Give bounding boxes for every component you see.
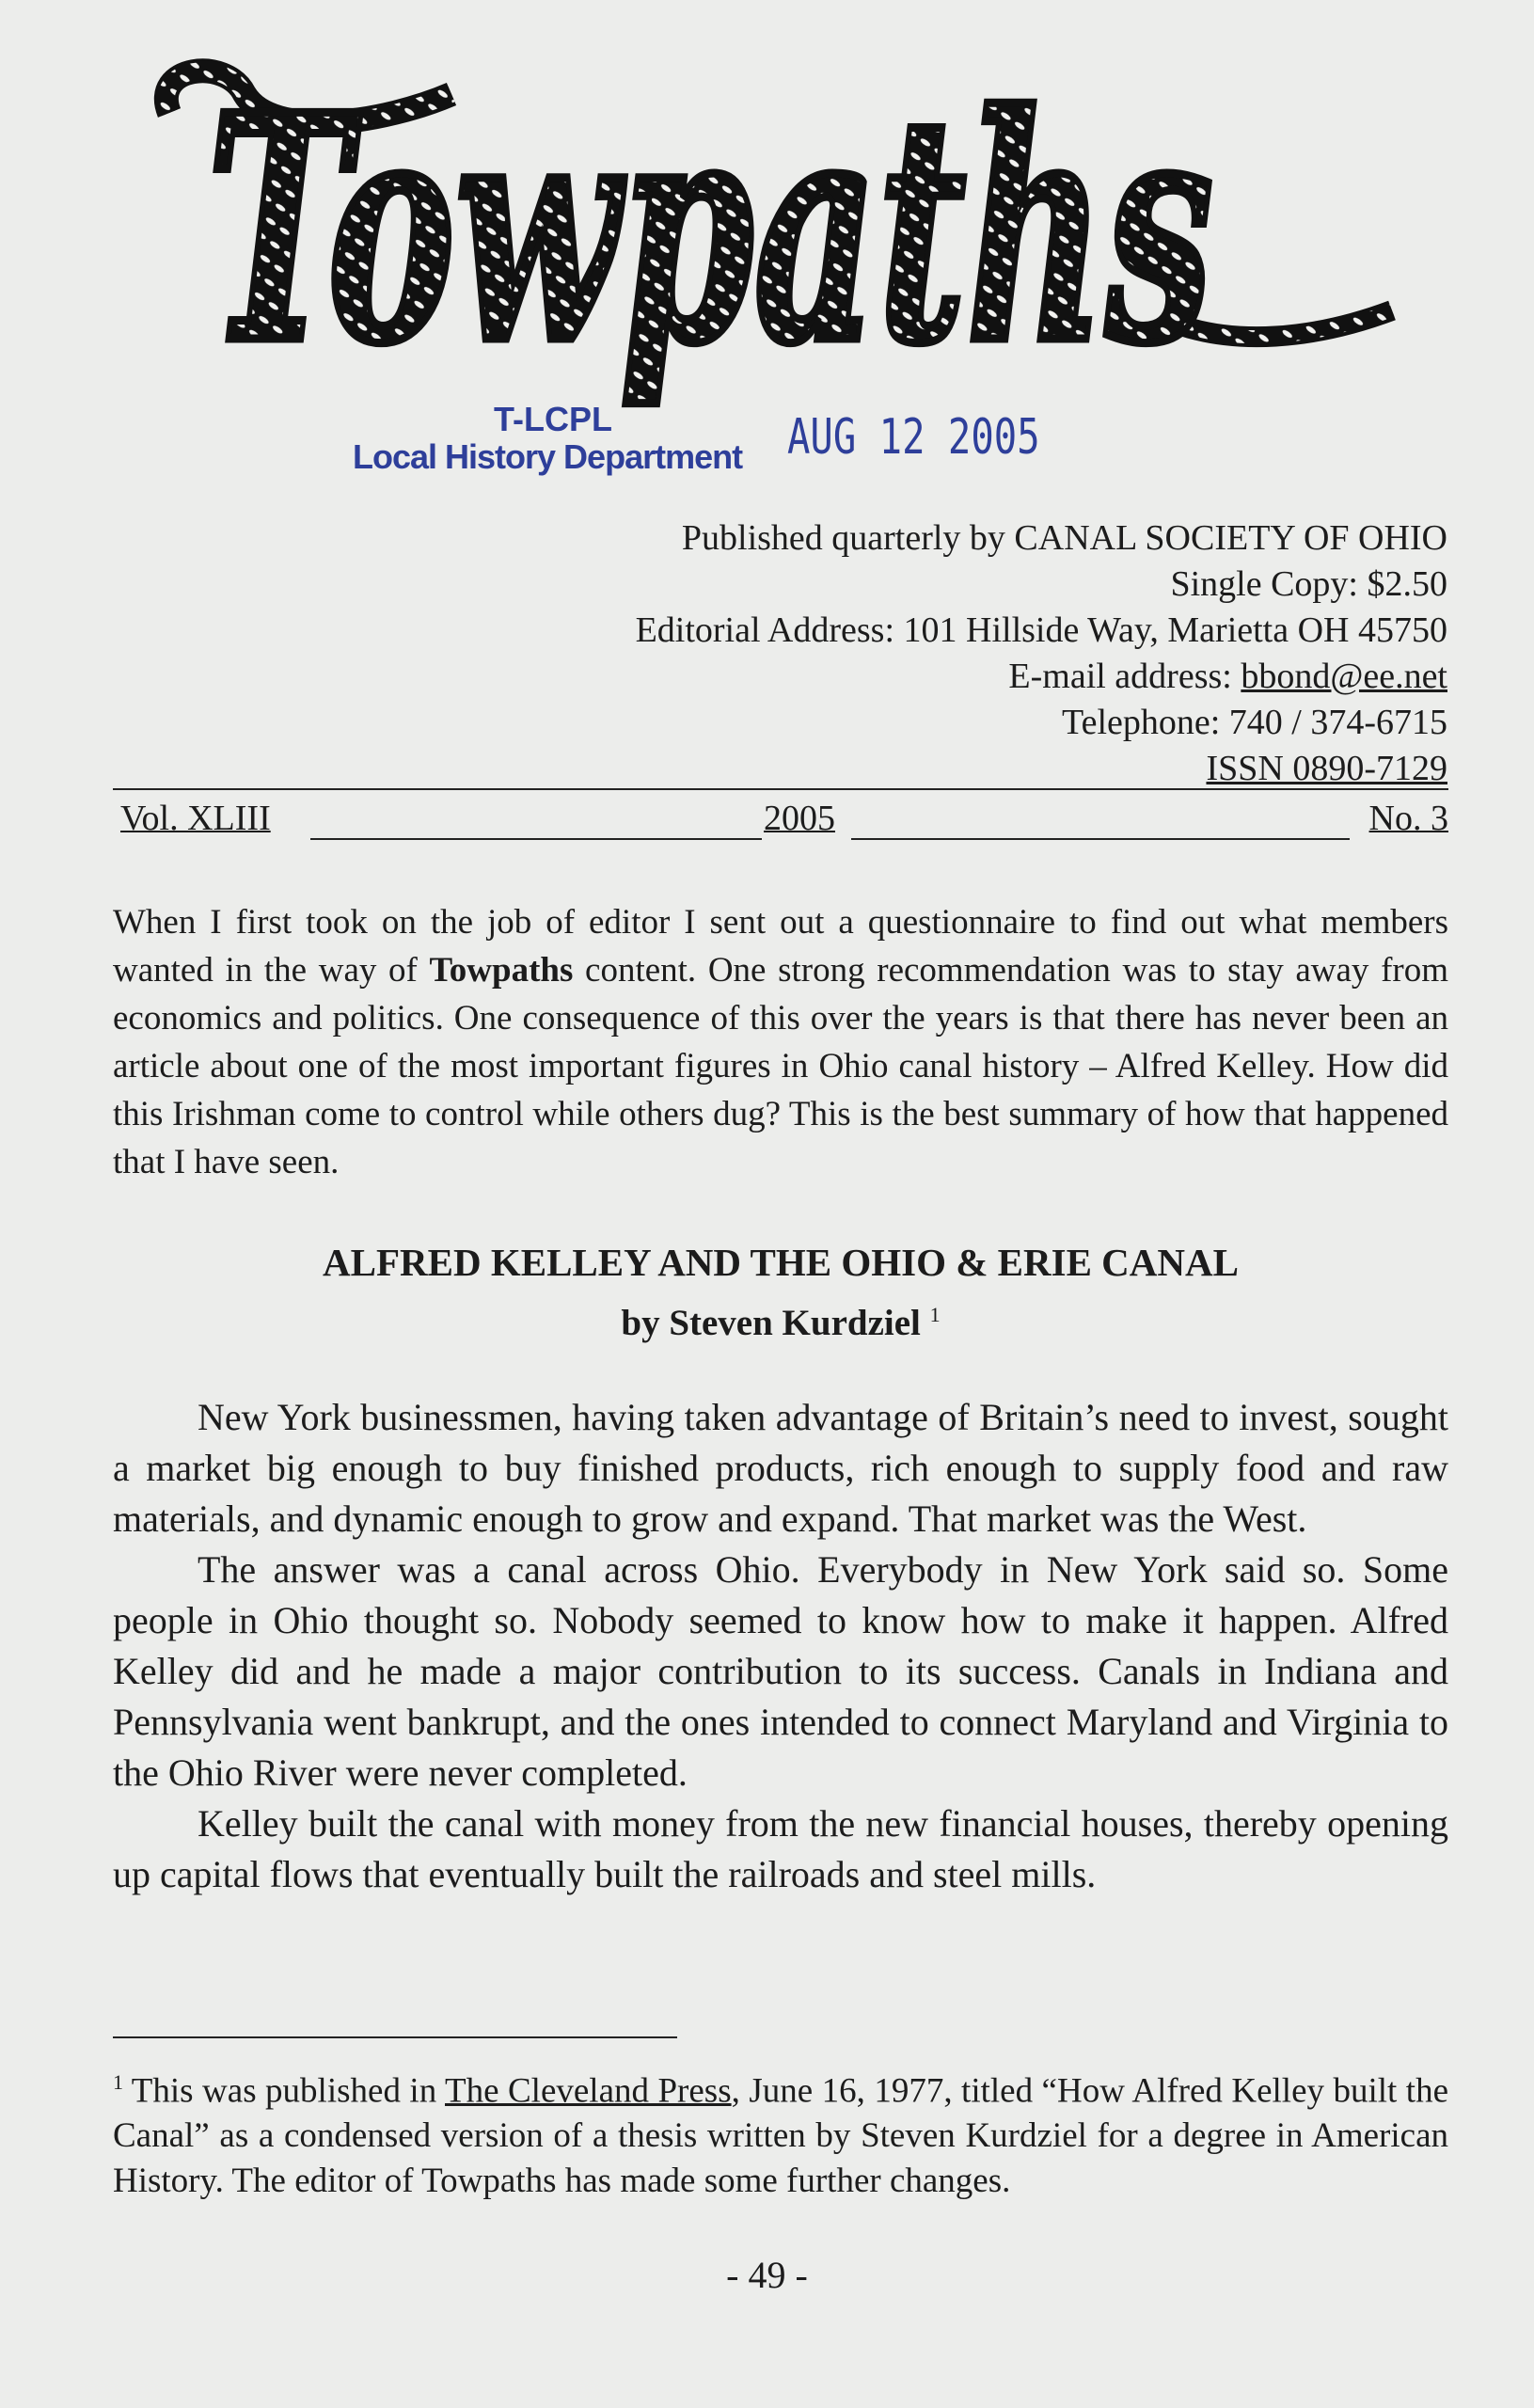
footnote-divider	[113, 2036, 677, 2038]
page-number: - 49 -	[726, 2254, 808, 2296]
footnote-marker: 1	[929, 1303, 941, 1326]
issue-underline-right	[851, 838, 1350, 840]
article-byline	[113, 1289, 1448, 1349]
single-copy-price: Single Copy: $2.50	[1170, 564, 1447, 604]
footnote-number: 1	[113, 2070, 123, 2094]
publisher-line: Published quarterly by CANAL SOCIETY OF OHIO	[681, 518, 1447, 558]
footnote-text-cont: , June 16, 1977, titled “How Alfred Kelley built the Canal” as a condensed version of a thesis written by Steven Kurdziel for a degree in American History. The editor of Towpaths has made some further changes.	[113, 2071, 1448, 2201]
editor-intro	[113, 898, 1448, 1186]
paragraph: Kelley built the canal with money from the new financial houses, thereby opening up capital flows that eventually built the railroads and steel mills.	[113, 1802, 1448, 1895]
issn: ISSN 0890-7129	[1206, 749, 1447, 788]
publisher-info	[636, 515, 1447, 792]
footnote-source: The Cleveland Press	[445, 2071, 732, 2111]
masthead-logo	[141, 38, 1430, 433]
footnote	[113, 2060, 1448, 2204]
article-body	[113, 1392, 1448, 1900]
intro-bold: Towpaths	[429, 951, 574, 990]
issue-year: 2005	[764, 799, 835, 838]
header-divider	[113, 788, 1448, 790]
issue-underline-left	[310, 838, 762, 840]
paragraph: New York businessmen, having taken advantage of Britain’s need to invest, sought a market big enough to buy finished products, rich enough to supply food and raw materials, and dynamic enough to grow and expand. That market was the West.	[113, 1396, 1448, 1540]
issue-row	[113, 795, 1448, 842]
paragraph: The answer was a canal across Ohio. Everybody in New York said so. Some people in Ohio thought so. Nobody seemed to know how to make it happen. Alfred Kelley did and he made a major contribution to its success. Canals in Indiana and Pennsylvania went bankrupt, and the ones intended to connect Maryland and Virginia to the Ohio River were never completed.	[113, 1548, 1448, 1794]
article-title: ALFRED KELLEY AND THE OHIO & ERIE CANAL	[323, 1241, 1239, 1284]
email-address: bbond@ee.net	[1241, 657, 1447, 696]
email-line	[636, 654, 1447, 700]
stamp-org: T-LCPL	[494, 400, 612, 438]
masthead-title: Towpaths	[207, 47, 1213, 412]
issue-number: No. 3	[1368, 799, 1448, 838]
telephone: Telephone: 740 / 374-6715	[1062, 703, 1447, 742]
byline-text: by Steven Kurdziel	[621, 1303, 921, 1343]
stamp-department: Local History Department	[353, 437, 743, 476]
editorial-address: Editorial Address: 101 Hillside Way, Marietta OH 45750	[635, 610, 1447, 650]
rope-script-logo	[141, 38, 1430, 433]
footnote-text: This was published in	[123, 2071, 445, 2111]
intro-text: When I first took on the job of editor I sent out a questionnaire to find out what members wanted in the way of	[113, 903, 1448, 990]
volume: Vol. XLIII	[120, 799, 271, 838]
intro-text-cont: content. One strong recommendation was to stay away from economics and politics. One consequence of this over the years is that there has never been an article about one of the most important figures in Ohio canal history – Alfred Kelley. How did this Irishman come to control while others dug? This is the best summary of how that happened that I have seen.	[113, 951, 1448, 1181]
stamp-date: AUG 12 2005	[787, 409, 1040, 466]
email-label: E-mail address:	[1008, 657, 1241, 696]
